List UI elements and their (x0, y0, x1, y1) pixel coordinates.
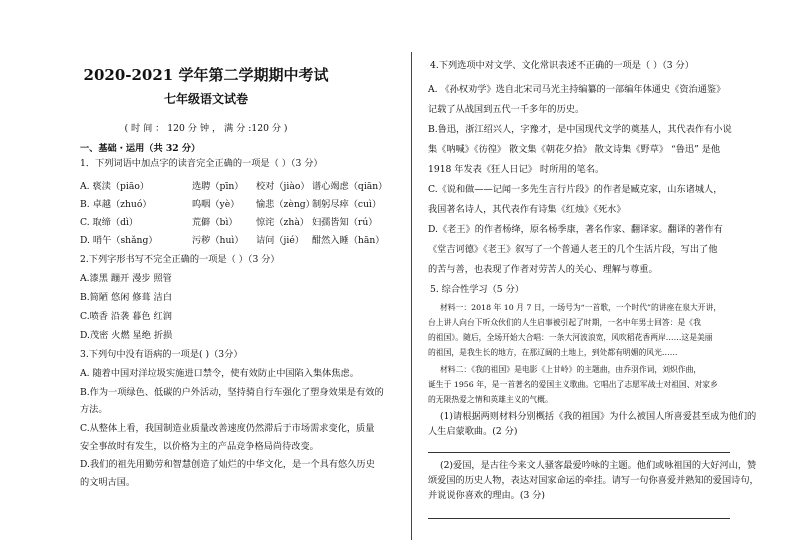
material1-line: 的祖国》。随后，全场开始大合唱：一条大河波浪宽，风吹稻花香两岸……这是美丽 (428, 333, 713, 342)
exam-subtitle: 七年级语文试卷 (163, 92, 248, 106)
q1-b-1: B. 卓越（zhuó） (80, 199, 152, 210)
q3-line: B.作为一项绿色、低碳的户外活动，坚持骑自行车强化了塑身效果是有效的 (80, 387, 384, 398)
q4-line: 集《呐喊》《彷徨》 散文集《朝花夕拾》 散文诗集《野草》 “鲁迅” 是他 (428, 144, 721, 155)
q2-option-c: C.喷香 沿袭 暮色 红润 (80, 311, 172, 322)
q4-line: 《堂吉诃德》《老王》叙写了一个普通人老王的几个生活片段，写出了他 (428, 244, 718, 255)
q4-line: 1918 年发表《狂人日记》 时所用的笔名。 (428, 164, 605, 175)
q2-option-a: A.漆黑 蹦开 漫步 照管 (80, 273, 172, 284)
exam-title: 2020-2021 学年第二学期期中考试 (83, 66, 329, 84)
q4-line: B.鲁迅，浙江绍兴人，字豫才，是中国现代文学的奠基人，其代表作有小说 (428, 124, 732, 135)
q2-option-d: D.茂密 火燃 星绝 折损 (80, 330, 173, 341)
q2-stem: 2.下列字形书写不完全正确的一项是（ ）（3 分） (80, 254, 280, 265)
q3-line: 的文明古国。 (80, 477, 136, 488)
q2-option-b: B.简陋 悠闲 修葺 洁白 (80, 292, 172, 303)
material2-line: 材料二：《我的祖国》是电影《上甘岭》的主题曲，由乔羽作词，刘炽作曲， (440, 365, 702, 374)
q4-line: A. 《孙权劝学》选自北宋司马光主持编纂的一部编年体通史《资治通鉴》 (428, 84, 726, 95)
q5-sub2-line: (2)爱国，是古往今来文人骚客最爱吟咏的主题。他们或咏祖国的大好河山，赞 (440, 460, 757, 471)
q4-line: 的苦与善，也表现了作者对劳苦人的关心、理解与尊重。 (428, 264, 658, 275)
material1-line: 的祖国，是我生长的地方，在那辽阔的土地上，到处都有明媚的风光…… (428, 348, 678, 357)
q5-sub1-line: (1)请根据两则材料分别概括《我的祖国》为什么被国人所喜爱甚至成为他们的 (440, 411, 757, 422)
q4-stem: 4.下列选项中对文学、文化常识表述不正确的一项是（ ）（3 分） (430, 60, 694, 71)
q4-line: C.《说和做——记闻一多先生言行片段》的作者是臧克家，山东诸城人， (428, 184, 723, 195)
material1-line: 台上讲人向台下听众伙们的人生启事被引起了时期，一名中年男士回答：是《我 (428, 318, 701, 327)
q1-stem: 1．下列词语中加点字的读音完全正确的一项是（ ）（3 分） (80, 158, 323, 169)
q1-c-1: C. 取缔（dì） (80, 217, 139, 228)
q1-b-3: 愉悲（zèng） (256, 199, 315, 210)
answer-line (428, 518, 730, 519)
answer-line (428, 452, 730, 453)
material1-line: 材料一：2018 年 10 月 7 日，一场号为“一首歌，一个时代”的讲座在泉大开讲， (440, 303, 722, 312)
q5-stem: 5. 综合性学习（5 分） (430, 284, 524, 295)
q1-a-1: A. 亵渎（piāo） (80, 181, 150, 192)
q3-line: 安全事故时有发生，以价格为主的产品竞争格局尚待改变。 (80, 441, 319, 452)
q1-c-4: 妇孺皆知（rú） (312, 217, 378, 228)
material2-line: 的无限热爱之情和英雄主义的气概。 (428, 395, 553, 404)
q1-a-2: 选聘（pīn） (192, 181, 244, 192)
q1-a-3: 校对（jiào） (256, 181, 310, 192)
q1-d-4: 酣然入睡（hān） (312, 235, 385, 246)
q1-d-2: 污秽（huì） (192, 235, 244, 246)
q5-sub2-line: 并说说你喜欢的理由。(3 分) (428, 490, 545, 501)
q3-line: 方法。 (80, 404, 108, 415)
q4-line: 记载了从战国到五代一千多年的历史。 (428, 104, 585, 115)
q4-line: D.《老王》的作者杨绛，原名杨季康，著名作家、翻译家。翻译的著作有 (428, 224, 723, 235)
q1-c-2: 荒僻（bì） (192, 217, 238, 228)
exam-meta: ( 时 间 ： 120 分 钟 ， 满 分 :120 分 ) (124, 123, 288, 134)
material2-line: 诞生于 1956 年，是一首著名的爱国主义歌曲。它唱出了志愿军战士对祖国、对家乡 (428, 380, 718, 389)
q4-line: 我国著名诗人，其代表作有诗集《红烛》《死水》 (428, 204, 626, 215)
q5-sub1-line: 人生启蒙歌曲。(2 分) (428, 426, 518, 437)
q3-line: C.从整体上看，我国制造业质量改善速度仍然滞后于市场需求变化，质量 (80, 423, 375, 434)
q5-sub2-line: 颂爱国的历史人物，表达对国家命运的牵挂。请写一句你喜爱并熟知的爱国诗句， (428, 475, 759, 486)
q1-b-4: 制躬尽瘁（cuì） (312, 199, 382, 210)
q1-b-2: 呜咽（yè） (192, 199, 240, 210)
q3-line: A. 随着中国对洋垃圾实施进口禁令，使有效防止中国陷入集体焦虑。 (80, 368, 359, 379)
q3-stem: 3.下列句中没有语病的一项是( )（3分） (80, 349, 243, 360)
q1-a-4: 谱心竭虑（qiān） (312, 181, 388, 192)
q1-d-1: D. 哨午（shǎng） (80, 235, 158, 246)
q1-c-3: 惊诧（zhà） (256, 217, 309, 228)
section-heading: 一、基础・运用（共 32 分） (80, 143, 201, 154)
q3-line: D.我们的祖先用勤劳和智慧创造了灿烂的中华文化，是一个具有悠久历史 (80, 459, 375, 470)
q1-d-3: 诘问（jié） (256, 235, 304, 246)
